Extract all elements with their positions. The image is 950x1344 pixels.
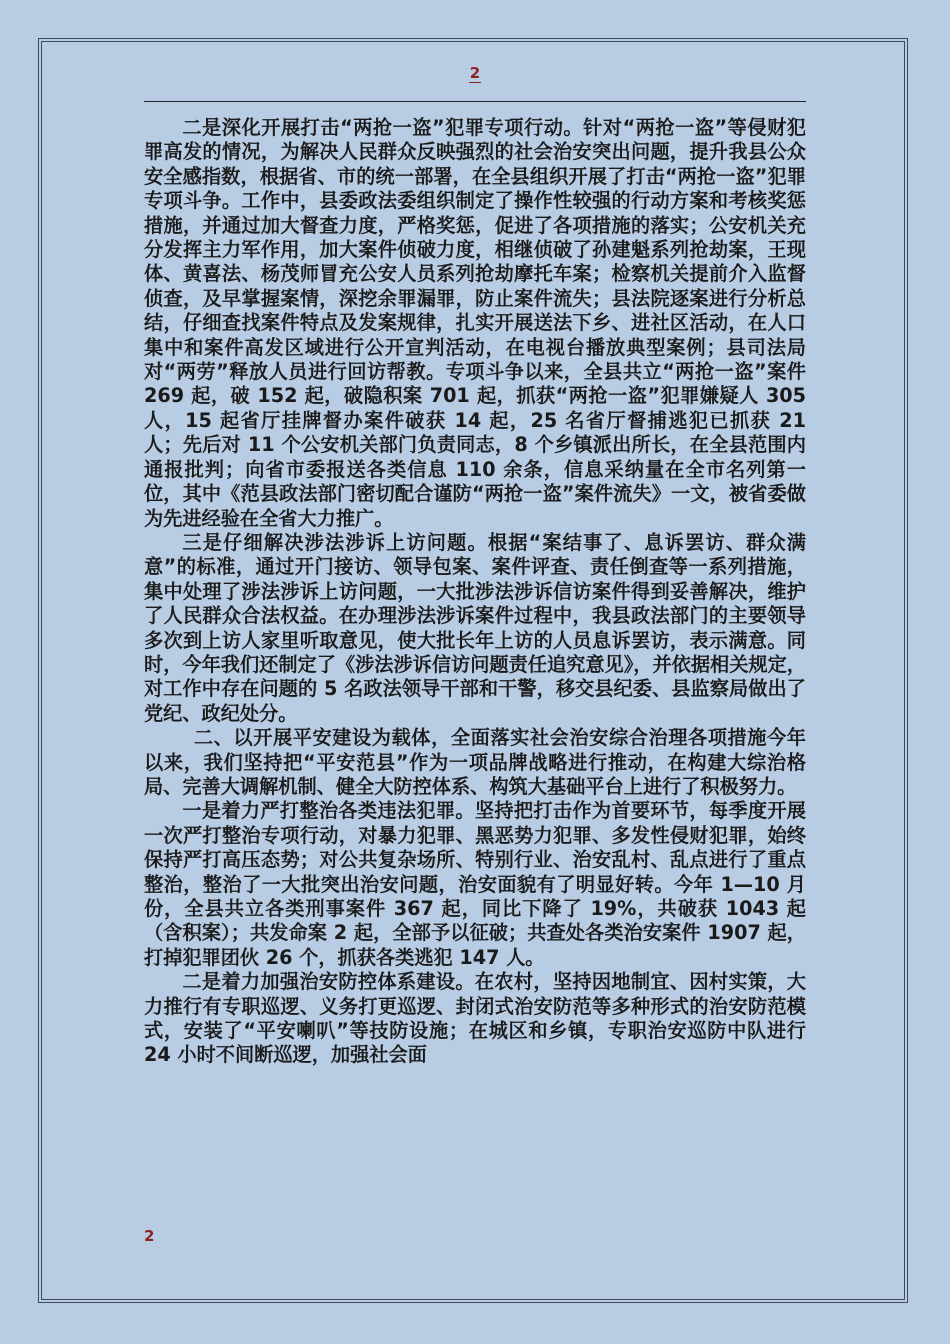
header-page-number: 2: [469, 64, 481, 82]
paragraph-petition-handling: 三是仔细解决涉法涉诉上访问题。根据“案结事了、息诉罢访、群众满意”的标准，通过开门接访、领导包案、案件评查、责任倒查等一系列措施，集中处理了涉法涉诉上访问题，一大批涉法涉诉信访案件得到妥善解决，维护了人民群众合法权益。在办理涉法涉诉案件过程中，我县政法部门的主要领导多次到上访人家里听取意见，使大批长年上访的人员息诉罢访，表示满意。同时，今年我们还制定了《涉法涉诉信访问题责任追究意见》，并依据相关规定，对工作中存在问题的 5 名政法领导干部和干警，移交县纪委、县监察局做出了党纪、政纪处分。: [144, 530, 806, 725]
header-divider: [144, 101, 806, 102]
paragraph-crackdown: 一是着力严打整治各类违法犯罪。坚持把打击作为首要环节，每季度开展一次严打整治专项行动，对暴力犯罪、黑恶势力犯罪、多发性侵财犯罪，始终保持严打高压态势；对公共复杂场所、特别行业、治安乱村、乱点进行了重点整治，整治了一大批突出治安问题，治安面貌有了明显好转。今年 1—10 月份，全县共立各类刑事案件 367 起，同比下降了 19%，共破获 1043 起（含积案）；共发命案 2 起，全部予以征破；共查处各类治安案件 1907 起，打掉犯罪团伙 26 个，抓获各类逃犯 147 人。: [144, 799, 806, 969]
footer-page-number: 2: [144, 1227, 155, 1245]
paragraph-prevention-system: 二是着力加强治安防控体系建设。在农村，坚持因地制宜、因村实策，大力推行有专职巡逻、义务打更巡逻、封闭式治安防范等多种形式的治安防范模式，安装了“平安喇叭”等技防设施；在城区和乡镇，专职治安巡防中队进行 24 小时不间断巡逻，加强社会面: [144, 970, 813, 1067]
document-body: [144, 116, 813, 1226]
paragraph-two-robberies-campaign: 二是深化开展打击“两抢一盗”犯罪专项行动。针对“两抢一盗”等侵财犯罪高发的情况，为解决人民群众反映强烈的社会治安突出问题，提升我县公众安全感指数，根据省、市的统一部署，在全县组织开展了打击“两抢一盗”犯罪专项斗争。工作中，县委政法委组织制定了操作性较强的行动方案和考核奖惩措施，并通过加大督查力度，严格奖惩，促进了各项措施的落实；公安机关充分发挥主力军作用，加大案件侦破力度，相继侦破了孙建魁系列抢劫案，王现体、黄喜法、杨茂师冒充公安人员系列抢劫摩托车案；检察机关提前介入监督侦查，及早掌握案情，深挖余罪漏罪，防止案件流失；县法院逐案进行分析总结，仔细查找案件特点及发案规律，扎实开展送法下乡、进社区活动，在人口集中和案件高发区域进行公开宣判活动，在电视台播放典型案例；县司法局对“两劳”释放人员进行回访帮教。专项斗争以来，全县共立“两抢一盗”案件 269 起，破 152 起，破隐积案 701 起，抓获“两抢一盗”犯罪嫌疑人 305 人，15 起省厅挂牌督办案件破获 14 起，25 名省厅督捕逃犯已抓获 21 人；先后对 11 个公安机关部门负责同志，8 个乡镇派出所长，在全县范围内通报批判；向省市委报送各类信息 110 余条，信息采纳量在全市名列第一位，其中《范县政法部门密切配合谨防“两抢一盗”案件流失》一文，被省委做为先进经验在全省大力推广。: [144, 116, 813, 530]
section-heading-peace-building: 二、以开展平安建设为载体，全面落实社会治安综合治理各项措施今年以来，我们坚持把“平安范县”作为一项品牌战略进行推动，在构建大综治格局、完善大调解机制、健全大防控体系、构筑大基础平台上进行了积极努力。: [144, 726, 806, 798]
